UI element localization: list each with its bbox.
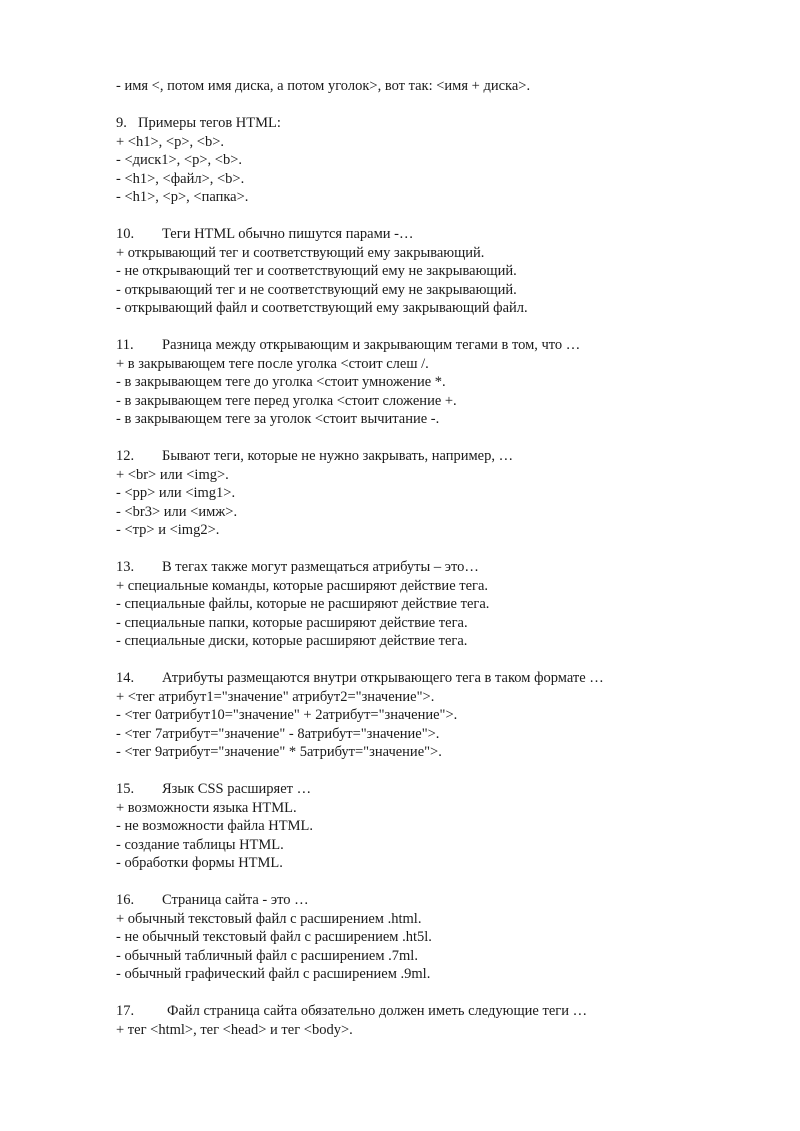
question-number: 13.	[116, 559, 135, 575]
question-number: 17.	[116, 1003, 135, 1019]
answer-option: + специальные команды, которые расширяют действие тега.	[116, 577, 489, 594]
answer-option: - обработки формы HTML.	[116, 855, 283, 871]
question-9	[116, 114, 716, 207]
question-number: 12.	[116, 448, 135, 464]
question-number: 15.	[116, 781, 135, 797]
answer-option: + открывающий тег и соответствующий ему закрывающий.	[116, 244, 485, 261]
answer-option: - не обычный текстовый файл с расширением .ht5l.	[116, 929, 432, 945]
answer-option: - обычный табличный файл с расширением .7ml.	[116, 947, 418, 964]
answer-option: - специальные файлы, которые не расширяют действие тега.	[116, 596, 490, 612]
question-text: Файл страница сайта обязательно должен иметь следующие теги …	[167, 1003, 588, 1019]
question-number: 14.	[116, 670, 135, 686]
answer-option: - <тр> и <img2>.	[116, 522, 220, 538]
answer-option: - <h1>, <p>, <папка>.	[116, 189, 249, 205]
answer-option: + <h1>, <p>, <b>.	[116, 133, 224, 150]
question-heading	[116, 336, 716, 355]
answer-option: - специальные диски, которые расширяют действие тега.	[116, 633, 468, 649]
question-heading	[116, 558, 716, 577]
answer-option: - <диск1>, <p>, <b>.	[116, 152, 243, 168]
answer-option: - <h1>, <файл>, <b>.	[116, 170, 245, 187]
question-text: В тегах также могут размещаться атрибуты – это…	[162, 559, 479, 575]
answer-option: + <br> или <img>.	[116, 466, 229, 483]
answer-option: - в закрывающем теге до уголка <стоит умножение *.	[116, 374, 446, 390]
answer-option: - в закрывающем теге за уголок <стоит вычитание -.	[116, 411, 440, 427]
question-text: Примеры тегов HTML:	[138, 115, 281, 131]
answer-option: + обычный текстовый файл с расширением .html.	[116, 910, 422, 927]
question-11	[116, 336, 716, 429]
answer-option: + <тег атрибут1="значение" атрибут2="значение">.	[116, 688, 435, 705]
question-16	[116, 891, 716, 984]
question-heading	[116, 1002, 716, 1021]
answer-option: - в закрывающем теге перед уголка <стоит сложение +.	[116, 392, 457, 409]
question-12	[116, 447, 716, 540]
question-text: Атрибуты размещаются внутри открывающего тега в таком формате …	[162, 670, 604, 686]
document-page	[116, 77, 716, 1058]
question-15	[116, 780, 716, 873]
answer-option: - <pp> или <img1>.	[116, 485, 236, 501]
question-heading	[116, 780, 716, 799]
answer-option: - открывающий тег и не соответствующий ему не закрывающий.	[116, 281, 517, 298]
answer-option: + в закрывающем теге после уголка <стоит слеш /.	[116, 355, 429, 372]
answer-option: - <тег 9атрибут="значение" * 5атрибут="значение">.	[116, 744, 442, 760]
question-number: 9.	[116, 115, 127, 131]
question-heading	[116, 669, 716, 688]
question-number: 16.	[116, 892, 135, 908]
answer-option: - создание таблицы HTML.	[116, 836, 284, 853]
question-text: Страница сайта - это …	[162, 892, 309, 908]
answer-option: - не открывающий тег и соответствующий ему не закрывающий.	[116, 263, 517, 279]
answer-option: - <br3> или <имж>.	[116, 503, 238, 520]
answer-option: - не возможности файла HTML.	[116, 818, 313, 834]
question-heading	[116, 114, 716, 133]
intro-line: - имя <, потом имя диска, а потом уголок>, вот так: <имя + диска>.	[116, 78, 531, 94]
question-10	[116, 225, 716, 318]
question-text: Теги HTML обычно пишутся парами -…	[162, 226, 414, 242]
question-14	[116, 669, 716, 762]
answer-option: + тег <html>, тег <head> и тег <body>.	[116, 1021, 353, 1038]
question-number: 11.	[116, 337, 134, 353]
intro-block	[116, 77, 716, 96]
question-heading	[116, 447, 716, 466]
answer-option: - открывающий файл и соответствующий ему закрывающий файл.	[116, 300, 528, 316]
question-text: Разница между открывающим и закрывающим тегами в том, что …	[162, 337, 581, 353]
answer-option: - <тег 0атрибут10="значение" + 2атрибут="значение">.	[116, 707, 458, 723]
answer-option: - обычный графический файл с расширением .9ml.	[116, 966, 431, 982]
question-text: Язык CSS расширяет …	[162, 781, 312, 797]
answer-option: - специальные папки, которые расширяют действие тега.	[116, 614, 468, 631]
question-17	[116, 1002, 716, 1039]
question-heading	[116, 891, 716, 910]
question-text: Бывают теги, которые не нужно закрывать, например, …	[162, 448, 514, 464]
answer-option: + возможности языка HTML.	[116, 799, 297, 816]
question-number: 10.	[116, 226, 135, 242]
question-13	[116, 558, 716, 651]
answer-option: - <тег 7атрибут="значение" - 8атрибут="значение">.	[116, 725, 440, 742]
question-heading	[116, 225, 716, 244]
